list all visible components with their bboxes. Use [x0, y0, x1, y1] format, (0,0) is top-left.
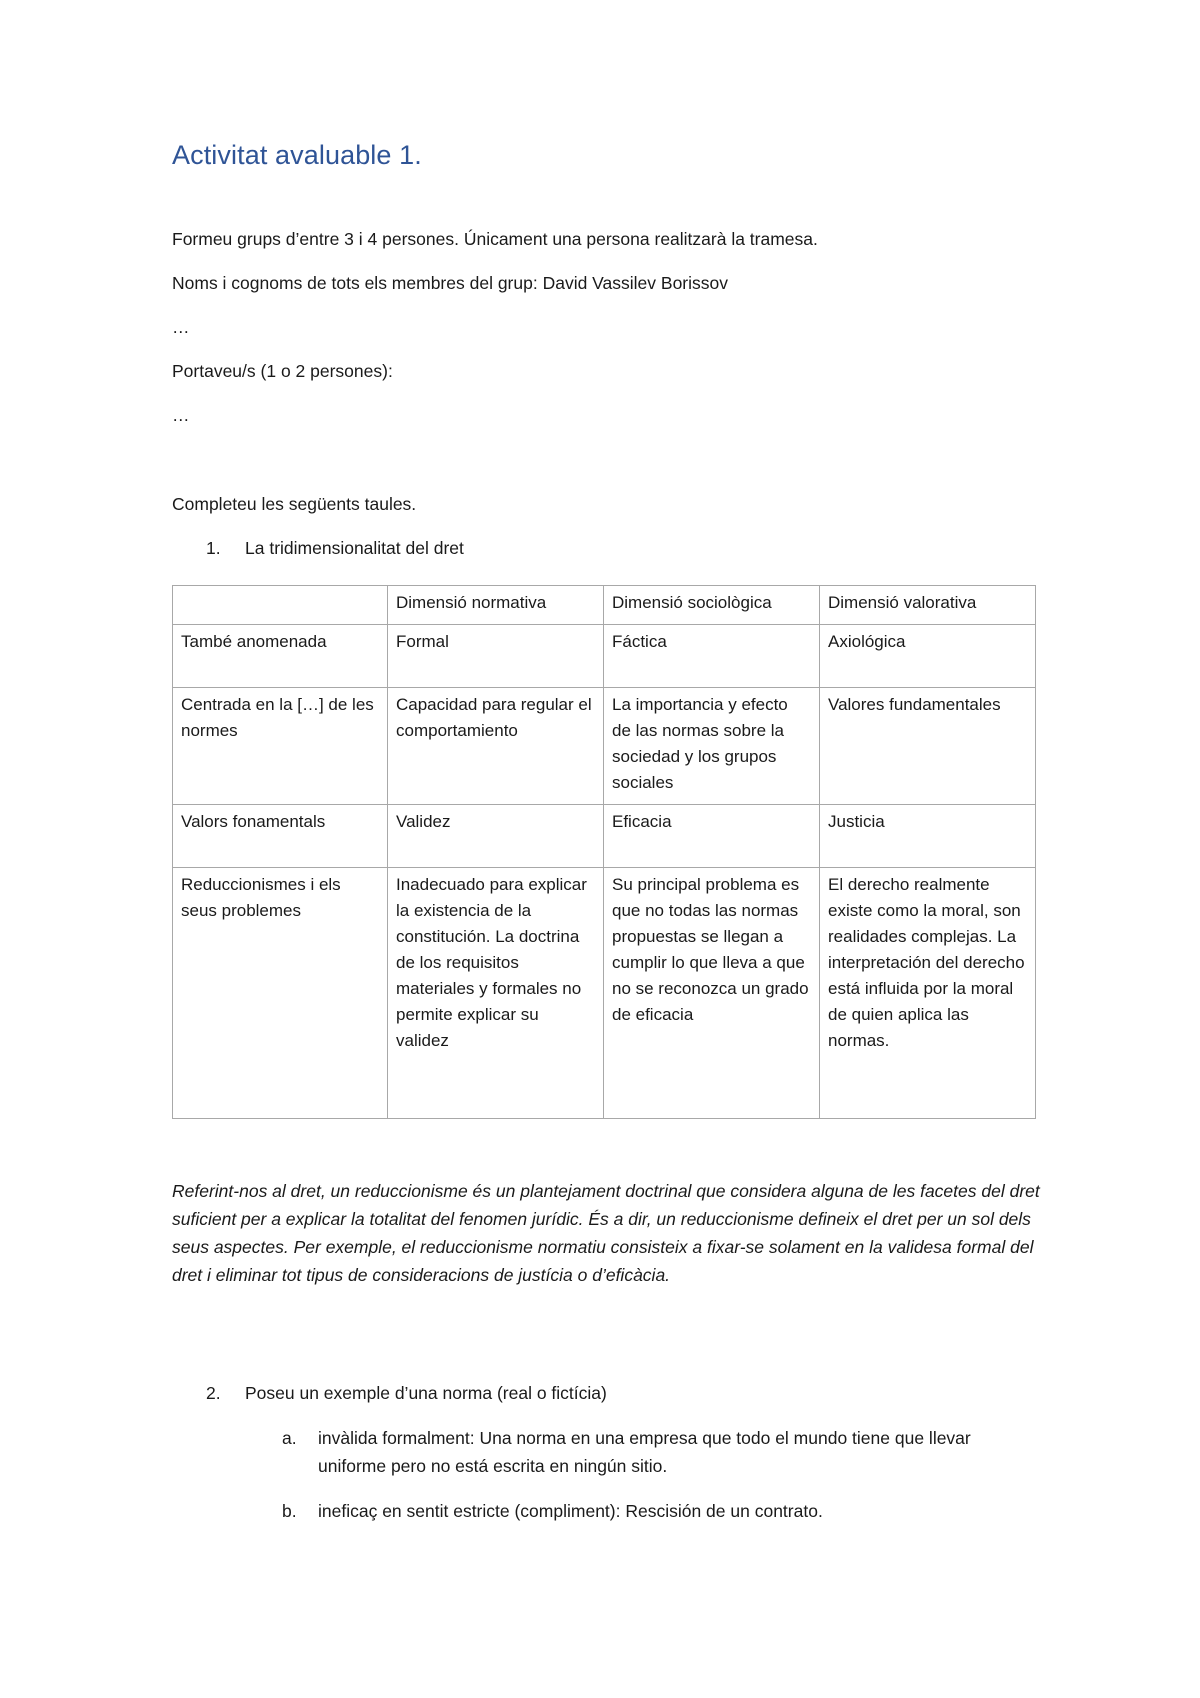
- table-row-label: Valors fonamentals: [173, 805, 388, 868]
- item-a-text: invàlida formalment: Una norma en una empresa que todo el mundo tiene que llevar uniforme pero no está escrita en ningún sitio.: [318, 1428, 971, 1476]
- table-row: [173, 625, 1036, 688]
- table-cell: Su principal problema es que no todas las normas propuestas se llegan a cumplir lo que lleva a que no se reconozca un grado de eficacia: [604, 868, 820, 1119]
- table-cell: La importancia y efecto de las normas sobre la sociedad y los grupos sociales: [604, 688, 820, 805]
- intro-members-ellipsis: …: [172, 317, 190, 337]
- table-cell: Valores fundamentales: [820, 688, 1036, 805]
- item-b-marker: b.: [282, 1501, 297, 1521]
- intro-groups: Formeu grups d’entre 3 i 4 persones. Únicament una persona realitzarà la tramesa.: [172, 229, 818, 249]
- table-cell: Fáctica: [604, 625, 820, 688]
- table-row: [173, 688, 1036, 805]
- table-header-cell: Dimensió normativa: [388, 586, 604, 625]
- table-header-row: [173, 586, 1036, 625]
- page-title: Activitat avaluable 1.: [172, 140, 422, 170]
- table-cell: Axiológica: [820, 625, 1036, 688]
- table-row: [173, 868, 1036, 1119]
- instructions: Completeu les següents taules.: [172, 494, 417, 514]
- table-cell: Justicia: [820, 805, 1036, 868]
- table-header-cell: Dimensió valorativa: [820, 586, 1036, 625]
- table-cell: El derecho realmente existe como la moral, son realidades complejas. La interpretación del derecho está influida por la moral de quien aplica las normas.: [820, 868, 1036, 1119]
- table-header-cell: Dimensió sociològica: [604, 586, 820, 625]
- section2-title: Poseu un exemple d’una norma (real o fictícia): [245, 1383, 607, 1403]
- table-cell: Eficacia: [604, 805, 820, 868]
- table-cell: Formal: [388, 625, 604, 688]
- table-cell: Capacidad para regular el comportamiento: [388, 688, 604, 805]
- section1-marker: 1.: [206, 538, 221, 558]
- table-header-cell: [173, 586, 388, 625]
- reductionism-note: Referint-nos al dret, un reduccionisme és un plantejament doctrinal que considera alguna de les facetes del dret suficient per a explicar la totalitat del fenomen jurídic. És a dir, un reduccionisme defineix el dret per un sol dels seus aspectes. Per exemple, el reduccionisme normatiu consisteix a fixar-se solament en la validesa formal del dret i eliminar tot tipus de consideracions de justícia o d’eficàcia.: [172, 1181, 1040, 1285]
- table-cell: Validez: [388, 805, 604, 868]
- table-row: [173, 805, 1036, 868]
- item-b-text: ineficaç en sentit estricte (compliment): Rescisión de un contrato.: [318, 1501, 823, 1521]
- section2-marker: 2.: [206, 1383, 221, 1403]
- intro-members: Noms i cognoms de tots els membres del grup: David Vassilev Borissov: [172, 273, 729, 293]
- section1-title: La tridimensionalitat del dret: [245, 538, 464, 558]
- table-row-label: Reduccionismes i els seus problemes: [173, 868, 388, 1119]
- intro-spokesperson-ellipsis: …: [172, 405, 190, 425]
- tridimensionality-table: [172, 585, 1036, 1119]
- intro-spokesperson: Portaveu/s (1 o 2 persones):: [172, 361, 393, 381]
- table-row-label: També anomenada: [173, 625, 388, 688]
- item-a-marker: a.: [282, 1428, 297, 1448]
- table-row-label: Centrada en la […] de les normes: [173, 688, 388, 805]
- table-cell: Inadecuado para explicar la existencia de la constitución. La doctrina de los requisitos materiales y formales no permite explicar su validez: [388, 868, 604, 1119]
